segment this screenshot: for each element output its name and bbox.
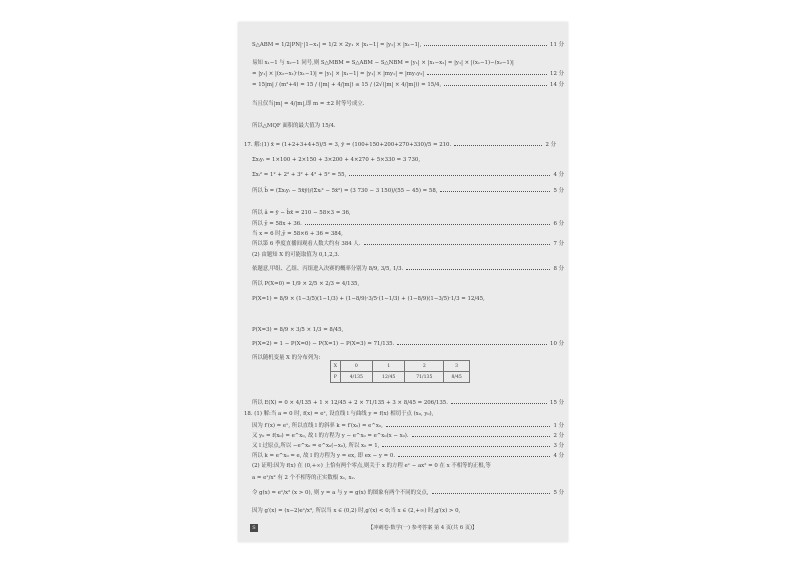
line-text: S△ABM = 1/2|PN|·|1−x₁| = 1/2 × 2y₁ × |x₁−1| = |y₁| × |x₁−1|, [252, 42, 422, 48]
line-text: 所以 P(X=0) = 1/9 × 2/5 × 2/3 = 4/135, [252, 281, 360, 287]
score-label: 7 分 [553, 241, 564, 247]
score-label: 14 分 [550, 82, 564, 88]
distribution-prob-row [331, 372, 470, 383]
line-text: Σxᵢyᵢ = 1×100 + 2×150 + 3×200 + 4×270 + 5×330 = 3 730, [252, 157, 421, 163]
table-cell: 3 [444, 361, 470, 372]
line-text: P(X=1) = 8/9 × (1−3/5)(1−1/3) + (1−8/9)·3/5·(1−1/3) + (1−8/9)(1−3/5)·1/3 = 12/45, [252, 296, 485, 302]
line-text: 所以第 6 季度直播间观看人数大约有 384 人. [252, 241, 361, 247]
page-footer [250, 523, 566, 533]
score-label: 4 分 [553, 453, 564, 459]
dot-leader [406, 269, 550, 270]
answer-line [252, 451, 564, 461]
answer-line [252, 58, 564, 68]
score-label: 2 分 [553, 433, 564, 439]
line-text: 因为 g′(x) = (x−2)eˣ/x³, 所以当 x ∈ (0,2) 时,g′(x) < 0;当 x ∈ (2,+∞) 时,g′(x) > 0, [252, 508, 461, 514]
table-cell: 4/135 [340, 372, 372, 383]
score-label: 8 分 [553, 266, 564, 272]
score-label: 4 分 [553, 172, 564, 178]
answer-line [244, 409, 556, 419]
line-text: (2) 证明:因为 f(x) 在 (0,+∞) 上恰有两个零点,则关于 x 的方程 eˣ − ax² = 0 在 x 不相等的正根,等 [252, 463, 491, 469]
answer-line [252, 473, 564, 483]
answer-line [252, 155, 564, 165]
answer-line [252, 441, 564, 451]
line-text: (2) 由题知 X 的可能取值为 0,1,2,3. [252, 252, 340, 258]
score-label: 5 分 [553, 490, 564, 496]
footer-title: 【冲刺卷·数学(一) 参考答案 第 4 页(共 6 页)】 [368, 525, 478, 531]
score-label: 11 分 [550, 42, 564, 48]
dot-leader [364, 244, 551, 245]
score-label: 2 分 [545, 142, 556, 148]
answer-line [252, 239, 564, 249]
line-text: = |y₁| × |(x₂−x₁)·(x₁−1)| = |y₁| × |x₁−1| = |y₁| × |my₁| = |my₁y₂| [252, 71, 425, 77]
answer-line [252, 488, 564, 498]
dot-leader [427, 74, 547, 75]
dot-leader [432, 493, 551, 494]
line-text: 所以△MQF 面积的最大值为 15/4. [252, 123, 336, 129]
score-label: 3 分 [553, 443, 564, 449]
dot-leader [349, 175, 550, 176]
answer-line [252, 431, 564, 441]
dot-leader [305, 224, 551, 225]
line-text: 依题意,甲组、乙组、丙组进入决赛的概率分别为 8/9, 3/5, 1/3. [252, 266, 404, 272]
line-text: 所以 â = ȳ − b̂x̄ = 210 − 58×3 = 36, [252, 210, 351, 216]
page-badge: S [250, 524, 258, 532]
answer-line [252, 229, 564, 239]
line-text: 所以随机变量 X 的分布列为: [252, 355, 321, 361]
dot-leader [454, 145, 542, 146]
dot-leader [440, 191, 550, 192]
answer-line [252, 121, 564, 131]
dot-leader [382, 446, 550, 447]
answer-line [252, 421, 564, 431]
table-cell: 12/45 [373, 372, 405, 383]
answer-line [252, 325, 564, 335]
answer-line [252, 99, 564, 109]
line-text: 所以 k = e^x₀ = e, 故 l 的方程为 y = ex, 即 ex − y = 0. [252, 453, 396, 459]
line-text: 18. (1) 解:当 a = 0 时, f(x) = eˣ, 设直线 l 与曲线 y = f(x) 相切于点 (x₀, y₀), [244, 411, 434, 417]
table-cell: 0 [340, 361, 372, 372]
distribution-table [330, 360, 470, 383]
line-text: 当且仅当|m| = 4/|m|,即 m = ±2 时等号成立. [252, 101, 365, 107]
line-text: Σxᵢ² = 1² + 2² + 3² + 4² + 5² = 55, [252, 172, 347, 178]
answer-line [252, 461, 564, 471]
line-text: = 15|m| / (m²+4) = 15 / (|m| + 4/|m|) ≤ 15 / (2√(|m| × 4/|m|)) = 15/4, [252, 82, 442, 88]
line-text: 易知 x₁−1 与 x₂−1 同号,则 S△MBM = S△ABM − S△NBM = |y₁| × |x₁−x₂| = |y₁| × |(x₁−1)−(x₂−1)| [252, 60, 514, 66]
dot-leader [424, 45, 547, 46]
answer-line [252, 219, 564, 229]
score-label: 5 分 [553, 188, 564, 194]
line-text: 又 y₀ = f(x₀) = e^x₀, 故 l 的方程为 y − e^x₀ = e^x₀(x − x₀). [252, 433, 409, 439]
score-label: 10 分 [550, 341, 564, 347]
dot-leader [451, 403, 547, 404]
distribution-header-row [331, 361, 470, 372]
dot-leader [398, 456, 550, 457]
table-cell: 71/135 [405, 372, 444, 383]
line-text: 17. 解:(1) x̄ = (1+2+3+4+5)/5 = 3, ȳ = (100+150+200+270+330)/5 = 210. [244, 142, 452, 148]
table-cell: P [331, 372, 341, 383]
dot-leader [397, 344, 547, 345]
answer-line [252, 250, 564, 260]
line-text: 所以 ŷ = 58x + 36. [252, 221, 302, 227]
dot-leader [386, 426, 551, 427]
answer-line [252, 80, 564, 90]
line-text: 所以 E(X) = 0 × 4/135 + 1 × 12/45 + 2 × 71/135 + 3 × 8/45 = 206/135. [252, 400, 448, 406]
table-cell: 2 [405, 361, 444, 372]
line-text: P(X=3) = 8/9 × 3/5 × 1/3 = 8/45, [252, 327, 344, 333]
line-text: P(X=2) = 1 − P(X=0) − P(X=1) − P(X=3) = 71/135. [252, 341, 395, 347]
line-text: 因为 f′(x) = eˣ, 所以直线 l 的斜率 k = f′(x₀) = e^x₀, [252, 423, 383, 429]
score-label: 1 分 [553, 423, 564, 429]
answer-line [252, 294, 564, 304]
answer-line [252, 264, 564, 274]
line-text: 又 l 过原点,所以 −e^x₀ = e^x₀(−x₀), 所以 x₀ = 1, [252, 443, 380, 449]
answer-line [252, 186, 564, 196]
table-cell: 1 [373, 361, 405, 372]
answer-line [252, 398, 564, 408]
answer-line [252, 208, 564, 218]
table-cell: X [331, 361, 341, 372]
answer-line [252, 170, 564, 180]
dot-leader [444, 85, 547, 86]
table-cell: 8/45 [444, 372, 470, 383]
line-text: 所以 b̂ = (Σxᵢyᵢ − 5x̄ȳ)/(Σxᵢ² − 5x̄²) = (3 730 − 3 150)/(55 − 45) = 58, [252, 188, 438, 194]
answer-line [252, 506, 564, 516]
line-text: 当 x = 6 时,ŷ = 58×6 + 36 = 384, [252, 231, 343, 237]
answer-line [252, 40, 564, 50]
answer-line [252, 279, 564, 289]
dot-leader [412, 436, 551, 437]
answer-line [252, 339, 564, 349]
line-text: a = eˣ/x² 有 2 个不相等的正实数根 x₁, x₂. [252, 475, 356, 481]
score-label: 12 分 [550, 71, 564, 77]
answer-line [252, 69, 564, 79]
line-text: 令 g(x) = eˣ/x² (x > 0), 则 y = a 与 y = g(x) 的图象有两个不同的交点, [252, 490, 429, 496]
score-label: 6 分 [553, 221, 564, 227]
answer-line [244, 140, 556, 150]
score-label: 15 分 [550, 400, 564, 406]
